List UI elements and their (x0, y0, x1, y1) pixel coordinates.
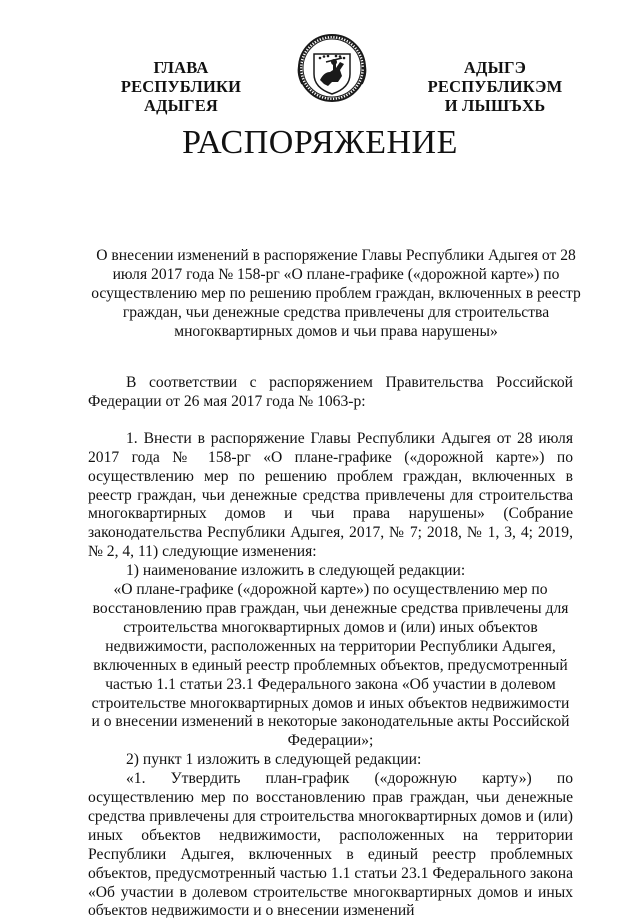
quoted-point-1-text: «1. Утвердить план-график («дорожную карту») по осуществлению мер по восстановлению прав граждан, чьи денежные средства привлечены для строительства многоквартирных домов и (или) иных объектов недвижимости, расположенных на территории Республики Адыгея, включенных в единый реестр проблемных объектов, предусмотренный частью 1.1 статьи 23.1 Федерального закона «Об участии в долевом строительстве многоквартирных домов и иных объектов недвижимости и о внесении изменений (88, 770, 573, 920)
item-1-paragraph: 1. Внести в распоряжение Главы Республики Адыгея от 28 июля 2017 года № 158-рг «О плане-графике («дорожной карте») по осуществлению мер по решению проблем граждан, включенных в реестр граждан, чьи денежные средства привлечены для строительства многоквартирных домов и чьи права нарушены» (Собрание законодательства Республики Адыгея, 2017, № 7; 2018, № 1, 3, 4; 2019, № 2, 4, 11) следующие изменения: (88, 429, 573, 561)
document-title: РАСПОРЯЖЕНИЕ (182, 124, 458, 161)
coat-of-arms-icon (284, 32, 380, 104)
issuer-line-1: ГЛАВА (153, 58, 209, 77)
document-header (0, 0, 640, 115)
paragraph-gap (88, 412, 573, 430)
document-body (88, 374, 573, 921)
document-subject: О внесении изменений в распоряжение Главы Республики Адыгея от 28 июля 2017 года № 158-рг «О плане-графике («дорожной карте») по осуществлению мер по решению проблем граждан, включенных в реестр граждан, чьи денежные средства привлечены для строительства многоквартирных домов и чьи права нарушены» (91, 247, 581, 340)
issuer-line-2: РЕСПУБЛИКИ АДЫГЕЯ (120, 77, 242, 115)
intro-paragraph: В соответствии с распоряжением Правительства Российской Федерации от 26 мая 2017 года № 1063-р: (88, 374, 573, 410)
issuer-adyghe-line-1: АДЫГЭ РЕСПУБЛИКЭМ (427, 58, 563, 96)
quoted-title-text: «О плане-графике («дорожной карте») по осуществлению мер по восстановлению прав граждан, чьи денежные средства привлечены для строительства многоквартирных домов и (или) иных объектов недвижимости, расположенных на территории Республики Адыгея, включенных в единый реестр проблемных объектов, предусмотренный частью 1.1 статьи 23.1 Федерального закона «Об участии в долевом строительстве многоквартирных домов и иных объектов недвижимости и о внесении изменений в некоторые законодательные акты Российской Федерации»; (91, 581, 570, 750)
issuer-name-russian (86, 58, 276, 115)
issuer-name-adyghe (395, 58, 595, 115)
issuer-adyghe-line-2: И ЛЫШЪХЬ (444, 96, 546, 115)
sub-item-2: 2) пункт 1 изложить в следующей редакции: (126, 751, 422, 769)
sub-item-1: 1) наименование изложить в следующей редакции: (126, 562, 466, 580)
